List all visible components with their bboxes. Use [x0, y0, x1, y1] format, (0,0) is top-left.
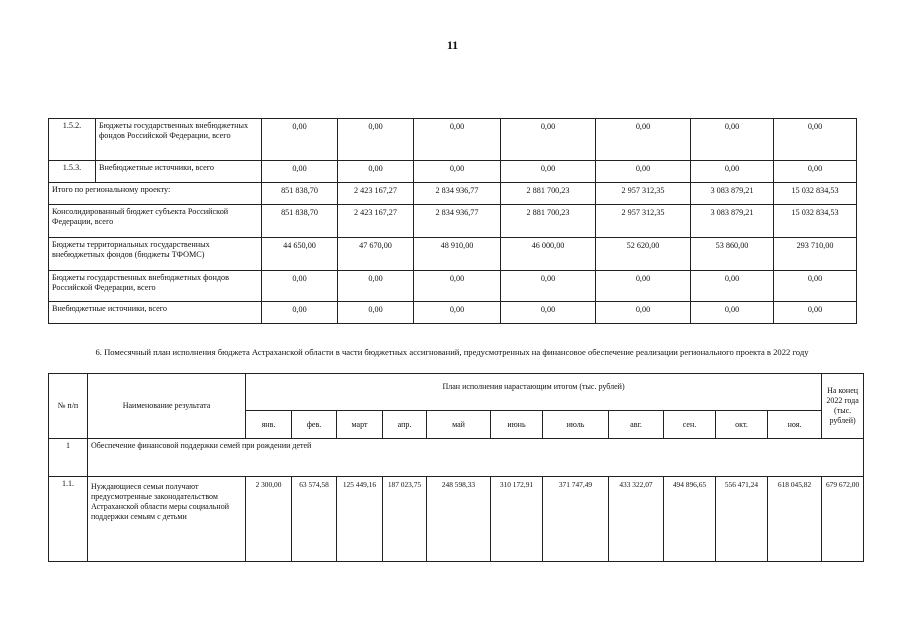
budget-table — [48, 118, 857, 324]
value-cell: 2 957 312,35 — [596, 205, 691, 238]
row-code: 1 — [49, 439, 88, 477]
value-cell: 0,00 — [691, 302, 774, 324]
value-cell: 0,00 — [338, 119, 414, 161]
month-header: июль — [543, 411, 609, 439]
month-header: ноя. — [768, 411, 822, 439]
value-cell: 0,00 — [414, 161, 501, 183]
value-cell: 293 710,00 — [774, 238, 857, 271]
value-cell: 0,00 — [774, 302, 857, 324]
value-cell: 0,00 — [691, 119, 774, 161]
value-cell: 0,00 — [338, 161, 414, 183]
table-row — [49, 271, 857, 302]
header-plan: План исполнения нарастающим итогом (тыс. рублей) — [246, 374, 822, 411]
value-cell: 0,00 — [414, 271, 501, 302]
value-cell: 0,00 — [262, 302, 338, 324]
value-cell: 0,00 — [774, 161, 857, 183]
row-code: 1.5.3. — [49, 161, 96, 183]
value-cell: 2 423 167,27 — [338, 205, 414, 238]
value-cell: 0,00 — [691, 271, 774, 302]
value-cell: 0,00 — [414, 119, 501, 161]
month-header: сен. — [664, 411, 716, 439]
value-cell: 851 838,70 — [262, 183, 338, 205]
month-value: 433 322,07 — [609, 477, 664, 562]
header-year-end: На конец 2022 года (тыс. рублей) — [822, 374, 864, 439]
value-cell: 15 032 834,53 — [774, 205, 857, 238]
value-cell: 0,00 — [262, 119, 338, 161]
row-label: Бюджеты территориальных государственных внебюджетных фондов (бюджеты ТФОМС) — [49, 238, 262, 271]
section-title: 6. Помесячный план исполнения бюджета Астраханской области в части бюджетных ассигнований, предусмотренных на финансовое обеспечение реализации регионального проекта в 2022 году — [95, 347, 809, 357]
header-result-name: Наименование результата — [88, 374, 246, 439]
value-cell: 0,00 — [774, 119, 857, 161]
month-header: июнь — [491, 411, 543, 439]
value-cell: 53 860,00 — [691, 238, 774, 271]
value-cell: 0,00 — [262, 161, 338, 183]
month-value: 310 172,91 — [491, 477, 543, 562]
month-header: фев. — [292, 411, 337, 439]
value-cell: 2 957 312,35 — [596, 183, 691, 205]
value-cell: 3 083 879,21 — [691, 183, 774, 205]
row-label: Внебюджетные источники, всего — [49, 302, 262, 324]
table-row — [49, 205, 857, 238]
month-value: 125 449,16 — [337, 477, 383, 562]
value-cell: 2 834 936,77 — [414, 183, 501, 205]
value-cell: 0,00 — [596, 119, 691, 161]
row-label: Обеспечение финансовой поддержки семей при рождении детей — [88, 439, 864, 477]
value-cell: 0,00 — [338, 302, 414, 324]
row-label: Нуждающиеся семьи получают предусмотренные законодательством Астраханской области меры социальной поддержки семьям с детьми — [88, 477, 246, 562]
month-value: 2 300,00 — [246, 477, 292, 562]
row-label: Внебюджетные источники, всего — [96, 161, 262, 183]
row-label: Консолидированный бюджет субъекта Российской Федерации, всего — [49, 205, 262, 238]
table-row — [49, 161, 857, 183]
month-value: 618 045,82 — [768, 477, 822, 562]
table-row — [49, 119, 857, 161]
month-header: окт. — [716, 411, 768, 439]
value-cell: 0,00 — [691, 161, 774, 183]
value-cell: 0,00 — [338, 271, 414, 302]
value-cell: 44 650,00 — [262, 238, 338, 271]
table-row — [49, 238, 857, 271]
value-cell: 0,00 — [501, 271, 596, 302]
value-cell: 0,00 — [501, 161, 596, 183]
value-cell: 2 423 167,27 — [338, 183, 414, 205]
row-label: Бюджеты государственных внебюджетных фондов Российской Федерации, всего — [96, 119, 262, 161]
month-value: 371 747,49 — [543, 477, 609, 562]
month-header: март — [337, 411, 383, 439]
value-cell: 3 083 879,21 — [691, 205, 774, 238]
row-label: Итого по региональному проекту: — [49, 183, 262, 205]
value-cell: 2 881 700,23 — [501, 205, 596, 238]
month-value: 187 023,75 — [383, 477, 427, 562]
value-cell: 0,00 — [596, 161, 691, 183]
row-label: Бюджеты государственных внебюджетных фондов Российской Федерации, всего — [49, 271, 262, 302]
value-cell: 47 670,00 — [338, 238, 414, 271]
value-cell: 48 910,00 — [414, 238, 501, 271]
value-cell: 0,00 — [596, 271, 691, 302]
value-cell: 15 032 834,53 — [774, 183, 857, 205]
month-value: 248 598,33 — [427, 477, 491, 562]
monthly-plan-table — [48, 373, 864, 562]
row-code: 1.1. — [49, 477, 88, 562]
section-row — [49, 439, 864, 477]
table-row — [49, 183, 857, 205]
value-cell: 2 881 700,23 — [501, 183, 596, 205]
value-cell: 0,00 — [501, 302, 596, 324]
row-code: 1.5.2. — [49, 119, 96, 161]
month-value: 556 471,24 — [716, 477, 768, 562]
value-cell: 0,00 — [596, 302, 691, 324]
month-header: апр. — [383, 411, 427, 439]
month-value: 63 574,58 — [292, 477, 337, 562]
value-cell: 0,00 — [414, 302, 501, 324]
table-row — [49, 302, 857, 324]
value-cell: 46 000,00 — [501, 238, 596, 271]
month-header: май — [427, 411, 491, 439]
value-cell: 851 838,70 — [262, 205, 338, 238]
month-header: авг. — [609, 411, 664, 439]
page-number: 11 — [446, 38, 459, 52]
header-row — [49, 374, 864, 411]
year-end-value: 679 672,00 — [822, 477, 864, 562]
header-number: № п/п — [49, 374, 88, 439]
value-cell: 52 620,00 — [596, 238, 691, 271]
table-row — [49, 477, 864, 562]
value-cell: 0,00 — [262, 271, 338, 302]
value-cell: 0,00 — [501, 119, 596, 161]
month-header: янв. — [246, 411, 292, 439]
month-value: 494 896,65 — [664, 477, 716, 562]
value-cell: 2 834 936,77 — [414, 205, 501, 238]
value-cell: 0,00 — [774, 271, 857, 302]
